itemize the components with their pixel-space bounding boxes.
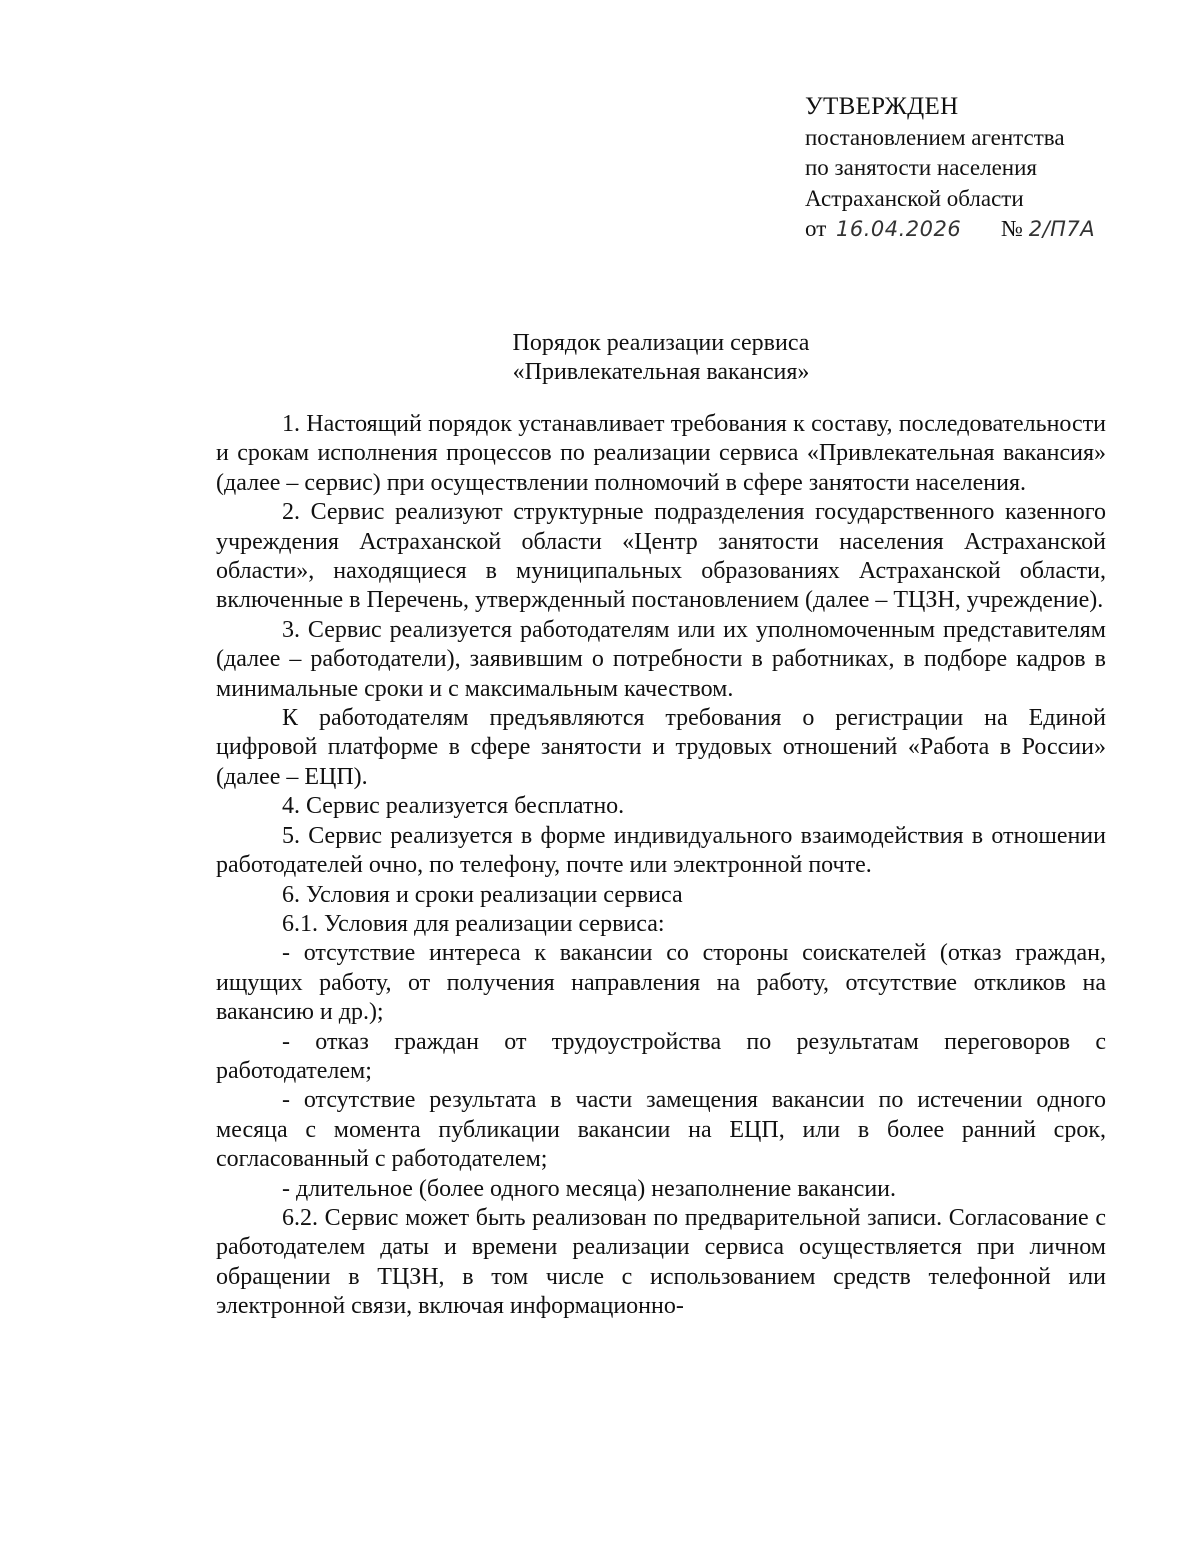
condition-item-1: - отсутствие интереса к вакансии со стороны соискателей (отказ граждан, ищущих работу, от получения направления на работу, отсутствие откликов на вакансию и др.); — [216, 940, 1106, 1026]
document-body — [216, 410, 1106, 1322]
approval-line-2: по занятости населения — [805, 155, 1037, 180]
approval-heading: УТВЕРЖДЕН — [805, 93, 959, 120]
document-title-line-1: Порядок реализации сервиса — [512, 330, 810, 356]
condition-item-3: - отсутствие результата в части замещения вакансии по истечении одного месяца с момента публикации вакансии на ЕЦП, или в более ранний срок, согласованный с работодателем; — [216, 1087, 1106, 1173]
paragraph-6-1: 6.1. Условия для реализации сервиса: — [282, 910, 665, 937]
paragraph-3-employers: К работодателям предъявляются требования о регистрации на Единой цифровой платформе в сфере занятости и трудовых отношений «Работа в России» (далее – ЕЦП). — [216, 705, 1106, 790]
approval-line-3: Астраханской области — [805, 185, 1024, 211]
paragraph-3: 3. Сервис реализуется работодателям или их уполномоченным представителям (далее – работодатели), заявившим о потребности в работниках, в подборе кадров в минимальные сроки и с максимальным качеством. — [216, 616, 1106, 702]
approval-block — [805, 92, 1135, 245]
paragraph-6: 6. Условия и сроки реализации сервиса — [282, 881, 683, 908]
paragraph-5: 5. Сервис реализуется в форме индивидуального взаимодействия в отношении работодателей очно, по телефону, почте или электронной почте. — [216, 822, 1106, 879]
condition-item-4: - длительное (более одного месяца) незаполнение вакансии. — [282, 1175, 897, 1202]
paragraph-4: 4. Сервис реализуется бесплатно. — [282, 793, 625, 820]
condition-item-2: - отказ граждан от трудоустройства по результатам переговоров с работодателем; — [216, 1028, 1106, 1084]
number-prefix: № — [1001, 216, 1023, 241]
approval-date-line — [805, 214, 1135, 245]
date-prefix: от — [805, 216, 827, 241]
paragraph-6-2: 6.2. Сервис может быть реализован по предварительной записи. Согласование с работодателем даты и времени реализации сервиса осуществляется при личном обращении в ТЦЗН, в том числе с использованием средств телефонной или электронной связи, включая информационно- — [216, 1204, 1106, 1320]
handwritten-date: 16.04.2026 — [836, 217, 962, 241]
approval-line-1: постановлением агентства — [805, 124, 1065, 150]
handwritten-number: 2/П7А — [1028, 217, 1096, 241]
paragraph-1: 1. Настоящий порядок устанавливает требования к составу, последовательности и срокам исполнения процессов по реализации сервиса «Привлекательная вакансия» (далее – сервис) при осуществлении полномочий в сфере занятости населения. — [216, 411, 1106, 496]
paragraph-2: 2. Сервис реализуют структурные подразделения государственного казенного учреждения Астраханской области «Центр занятости населения Астраханской области», находящиеся в муниципальных образованиях Астраханской области, включенные в Перечень, утвержденный постановлением (далее – ТЦЗН, учреждение). — [216, 499, 1106, 614]
document-title-line-2: «Привлекательная вакансия» — [512, 359, 810, 385]
